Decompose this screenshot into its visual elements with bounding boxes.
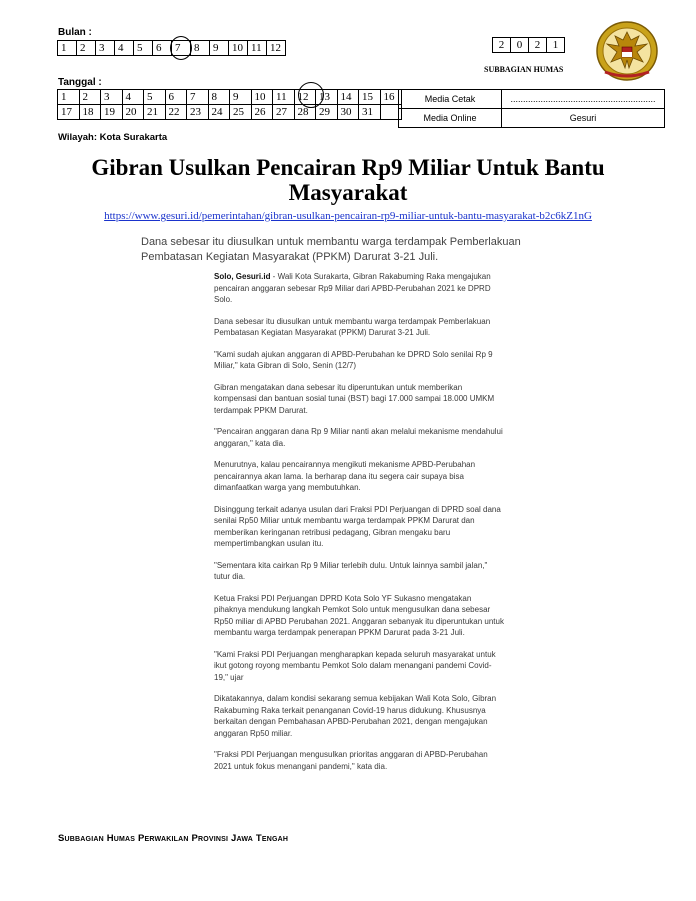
headline-line-2: Masyarakat (288, 180, 408, 205)
date-cell: 24 (208, 105, 230, 120)
month-cell: 12 (267, 41, 286, 56)
dept-label: SUBBAGIAN HUMAS (484, 65, 564, 74)
wilayah-label: Wilayah: Kota Surakarta (58, 132, 168, 143)
bulan-label: Bulan : (58, 27, 92, 38)
year-digit: 2 (528, 37, 547, 53)
date-cell: 30 (337, 105, 359, 120)
month-cell: 10 (229, 41, 248, 56)
article-paragraph: Disinggung terkait adanya usulan dari Fraksi PDI Perjuangan di DPRD soal dana senilai Rp50 Miliar untuk membantu warga terdampak PPKM Darurat dan memberikan keringanan retribusi pedagang, Gibran mengaku baru mempertimbangkan usulan itu. (214, 504, 501, 548)
paragraph-text: - Wali Kota Surakarta, Gibran Rakabuming Raka mengajukan pencairan anggaran sebesar Rp9 Miliar dari APBD-Perubahan 2021 ke DPRD Solo. (214, 272, 491, 304)
month-cell: 4 (115, 41, 134, 56)
date-cell: 17 (58, 105, 80, 120)
date-cell: 11 (273, 90, 295, 105)
article-paragraph: "Fraksi PDI Perjuangan mengusulkan prioritas anggaran di APBD-Perubahan 2021 untuk fokus menangani pandemi," kata dia. (214, 750, 488, 771)
headline-line-1: Gibran Usulkan Pencairan Rp9 Miliar Untuk Bantu (91, 155, 605, 180)
date-cell: 21 (144, 105, 166, 120)
article-paragraph: "Kami Fraksi PDI Perjuangan mengharapkan kepada seluruh masyarakat untuk ikut gotong royong membantu Pemkot Solo dalam menangani pandemi Covid-19," ujar (214, 649, 496, 682)
article-paragraph: Menurutnya, kalau pencairannya mengikuti mekanisme APBD-Perubahan pencairannya akan lama. Ia berharap dana itu segera cair supaya bisa dimanfaatkan warga yang membutuhkan. (214, 460, 476, 492)
selected-date-circle (298, 82, 324, 108)
date-cell: 16 (380, 90, 402, 105)
date-cell: 25 (230, 105, 252, 120)
year-digit: 0 (510, 37, 529, 53)
date-cell: 15 (359, 90, 381, 105)
date-cell: 4 (122, 90, 144, 105)
month-cell: 7 (172, 41, 191, 56)
article-clipping (141, 235, 541, 827)
date-cell: 10 (251, 90, 273, 105)
media-online-value: Gesuri (502, 109, 665, 128)
date-cell: 8 (208, 90, 230, 105)
source-url-link[interactable]: https://www.gesuri.id/pemerintahan/gibran-usulkan-pencairan-rp9-miliar-untuk-bantu-masyarakat-b2c6kZ1nG (104, 210, 592, 222)
selected-month-circle (170, 36, 192, 60)
month-cell: 8 (191, 41, 210, 56)
date-cell: 29 (316, 105, 338, 120)
date-cell: 9 (230, 90, 252, 105)
tanggal-label: Tanggal : (58, 77, 102, 88)
month-cell: 3 (96, 41, 115, 56)
date-cell: 7 (187, 90, 209, 105)
month-cell: 9 (210, 41, 229, 56)
date-cell: 19 (101, 105, 123, 120)
month-cell: 5 (134, 41, 153, 56)
article-paragraph: Gibran mengatakan dana sebesar itu diperuntukan untuk memberikan kompensasi dan bantuan sosial tunai (BST) bagi 17.000 sampai 18.000 UMKM terdampak PPKM Darurat. (214, 382, 495, 415)
article-paragraph (214, 271, 504, 306)
article-body (214, 271, 504, 772)
date-cell: 2 (79, 90, 101, 105)
media-cetak-label: Media Cetak (399, 90, 502, 109)
date-cell: 13 (316, 90, 338, 105)
date-cell: 28 (294, 105, 316, 120)
date-cell: 5 (144, 90, 166, 105)
garuda-emblem-icon (595, 20, 659, 82)
date-cell: 20 (122, 105, 144, 120)
year-boxes (493, 37, 565, 53)
date-cell: 6 (165, 90, 187, 105)
date-cell: 12 (294, 90, 316, 105)
article-paragraph: "Kami sudah ajukan anggaran di APBD-Perubahan ke DPRD Solo senilai Rp 9 Miliar," kata Gibran di Solo, Senin (12/7) (214, 349, 493, 370)
article-paragraph: Dikatakannya, dalam kondisi sekarang semua kebijakan Wali Kota Solo, Gibran Rakabuming Raka terkait penanganan Covid-19 harus didukung. Khususnya berkaitan dengan Pembahasan APBD-Perubahan 2021, dengan mengajukan anggaran Rp50 miliar. (214, 694, 497, 738)
article-lead: Dana sebesar itu diusulkan untuk membantu warga terdampak Pemberlakuan Pembatasan Kegiatan Masyarakat (PPKM) Darurat 3-21 Juli. (141, 236, 521, 263)
headline (40, 155, 656, 205)
date-table (57, 89, 402, 120)
month-cell: 1 (58, 41, 77, 56)
media-table (398, 89, 665, 128)
date-cell: 31 (359, 105, 381, 120)
media-online-label: Media Online (399, 109, 502, 128)
date-cell: 14 (337, 90, 359, 105)
date-cell: 1 (58, 90, 80, 105)
media-cetak-value: .......................................................... (502, 90, 665, 109)
article-paragraph: Dana sebesar itu diusulkan untuk membantu warga terdampak Pemberlakuan Pembatasan Kegiatan Masyarakat (PPKM) Darurat 3-21 Juli. (214, 316, 491, 337)
date-cell: 22 (165, 105, 187, 120)
date-cell: 18 (79, 105, 101, 120)
date-cell: 3 (101, 90, 123, 105)
article-paragraph: "Pencairan anggaran dana Rp 9 Miliar nanti akan melalui mekanisme mendahului anggaran," kata dia. (214, 427, 503, 448)
dateline: Solo, Gesuri.id (214, 272, 271, 281)
date-cell: 26 (251, 105, 273, 120)
article-paragraph: Ketua Fraksi PDI Perjuangan DPRD Kota Solo YF Sukasno mengatakan pihaknya mendukung langkah Pemkot Solo untuk mengusulkan dana sebesar Rp50 miliar di APBD Perubahan 2021. Anggaran sebanyak itu diperuntukan untuk membantu warga terdampak penerapan PPKM Darurat pada 3-21 Juli. (214, 593, 504, 637)
month-cell: 2 (77, 41, 96, 56)
month-cell: 6 (153, 41, 172, 56)
year-digit: 1 (546, 37, 565, 53)
article-paragraph: "Sementara kita cairkan Rp 9 Miliar terlebih dulu. Untuk lainnya sambil jalan," tutur dia. (214, 560, 488, 581)
footer-label: Subbagian Humas Perwakilan Provinsi Jawa Tengah (58, 833, 289, 844)
date-cell: 27 (273, 105, 295, 120)
month-cell: 11 (248, 41, 267, 56)
date-cell: 23 (187, 105, 209, 120)
year-digit: 2 (492, 37, 511, 53)
